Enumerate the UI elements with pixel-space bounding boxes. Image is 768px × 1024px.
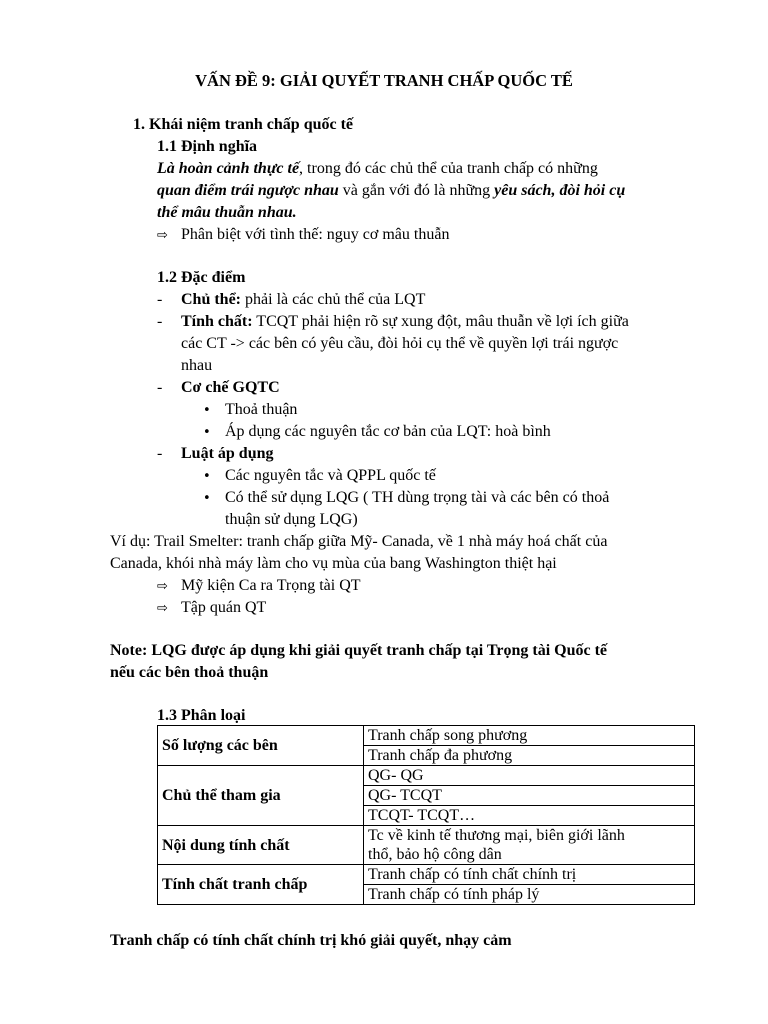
closing-statement: Tranh chấp có tính chất chính trị khó giải quyết, nhạy cảm [110,932,512,949]
dash-marker: - [157,379,163,396]
example-line-1: Ví dụ: Trail Smelter: tranh chấp giữa Mỹ- Canada, về 1 nhà máy hoá chất của [110,533,608,550]
feature-mechanism: - Cơ chế GQTC [157,377,280,399]
definition-line-3: thể mâu thuẫn nhau. [157,204,297,221]
note-line-1: Note: LQG được áp dụng khi giải quyết tranh chấp tại Trọng tài Quốc tế [110,642,608,659]
arrow-icon: ⇨ [157,579,168,594]
table-cell: Tranh chấp có tính pháp lý [364,885,695,905]
arrow-icon: ⇨ [157,601,168,616]
table-category: Nội dung tính chất [158,826,364,865]
section-1-2-heading: 1.2 Đặc điểm [157,269,246,286]
dash-marker: - [157,291,163,308]
arrow-icon: ⇨ [157,228,168,243]
law-item: • Các nguyên tắc và QPPL quốc tế [203,465,436,488]
table-cell: Tranh chấp song phương [364,726,695,746]
feature-nature-line-2: các CT -> các bên có yêu cầu, đòi hỏi cụ thể về quyền lợi trái ngược [181,335,619,352]
table-cell: Tranh chấp đa phương [364,746,695,766]
table-cell: Tranh chấp có tính chất chính trị [364,865,695,885]
definition-line-2: quan điểm trái ngược nhau và gắn với đó là những yêu sách, đòi hỏi cụ [157,182,626,199]
feature-subject: - Chủ thể: phải là các chủ thể của LQT [157,289,425,311]
dash-marker: - [157,445,163,462]
feature-nature-line-1: - Tính chất: TCQT phải hiện rõ sự xung đột, mâu thuẫn về lợi ích giữa [157,311,629,333]
bullet-icon: • [203,425,211,440]
table-cell: Tc về kinh tế thương mại, biên giới lãnh thổ, bảo hộ công dân [364,826,695,865]
mechanism-item: • Áp dụng các nguyên tắc cơ bản của LQT: hoà bình [203,421,551,444]
table-row [158,766,695,786]
section-1-3-heading: 1.3 Phân loại [157,707,246,724]
mechanism-item: • Thoả thuận [203,399,297,422]
feature-nature-line-3: nhau [181,357,213,374]
example-arrow-item: ⇨ Tập quán QT [157,597,266,620]
table-category: Tính chất tranh chấp [158,865,364,905]
table-cell: TCQT- TCQT… [364,806,695,826]
table-cell: QG- QG [364,766,695,786]
bullet-icon: • [203,403,211,418]
bullet-icon: • [203,469,211,484]
law-item-continuation: thuận sử dụng LQG) [225,511,358,528]
table-row [158,865,695,885]
table-category: Số lượng các bên [158,726,364,766]
dash-marker: - [157,313,163,330]
note-line-2: nếu các bên thoả thuận [110,664,269,681]
definition-line-1: Là hoàn cảnh thực tế, trong đó các chủ thể của tranh chấp có những [157,160,598,177]
distinguish-line: ⇨ Phân biệt với tình thế: nguy cơ mâu thuẫn [157,224,449,247]
law-item: • Có thể sử dụng LQG ( TH dùng trọng tài và các bên có thoả [203,487,609,510]
section-1-heading: 1. Khái niệm tranh chấp quốc tế [133,116,354,133]
table-row [158,726,695,746]
example-arrow-item: ⇨ Mỹ kiện Ca ra Trọng tài QT [157,575,361,598]
table-cell: QG- TCQT [364,786,695,806]
table-category: Chủ thể tham gia [158,766,364,826]
section-1-1-heading: 1.1 Định nghĩa [157,138,258,155]
example-line-2: Canada, khói nhà máy làm cho vụ mùa của bang Washington thiệt hại [110,555,557,572]
bullet-icon: • [203,491,211,506]
document-title: VẤN ĐỀ 9: GIẢI QUYẾT TRANH CHẤP QUỐC TẾ [195,71,573,90]
table-row [158,826,695,865]
classification-table [157,725,695,905]
feature-applicable-law: - Luật áp dụng [157,443,274,465]
